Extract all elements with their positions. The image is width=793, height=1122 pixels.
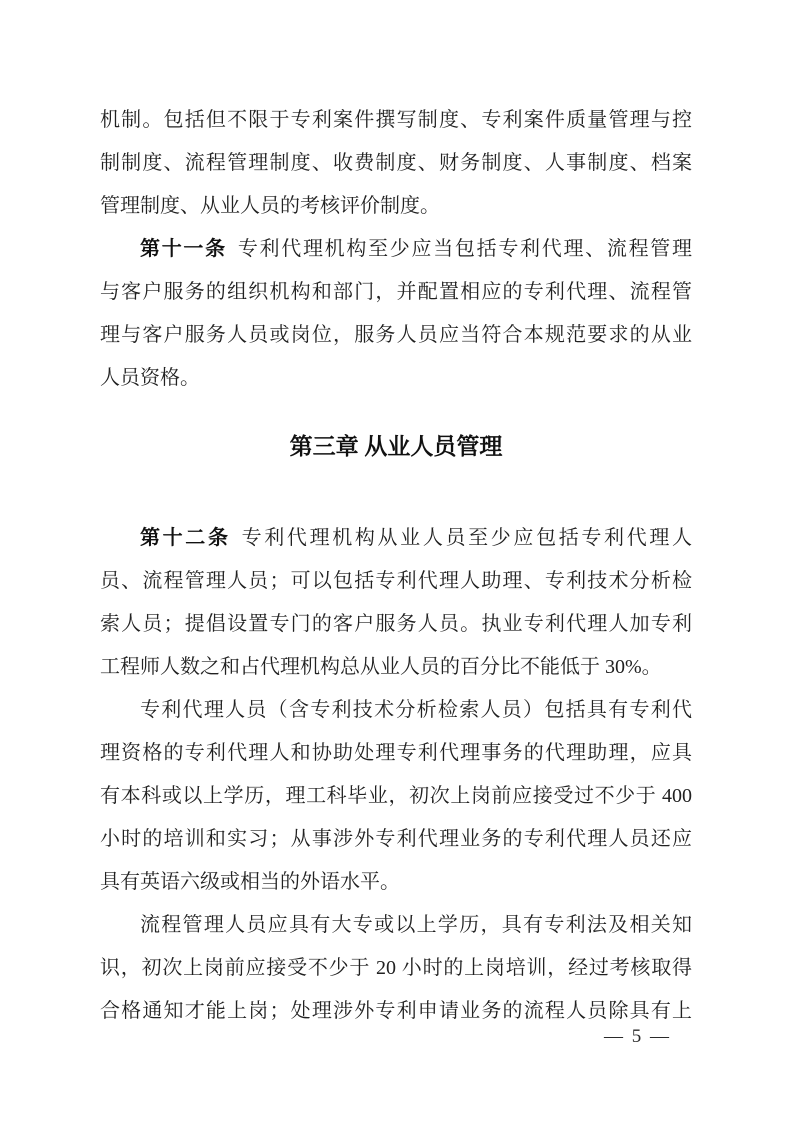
- text-line: 专利代理人员（含专利技术分析检索人员）包括具有专利代: [140, 699, 692, 721]
- text-line: 流程管理人员应具有大专或以上学历，具有专利法及相关知: [140, 914, 692, 936]
- chapter-heading: 第三章 从业人员管理: [289, 434, 503, 459]
- text-line: 制制度、流程管理制度、收费制度、财务制度、人事制度、档案: [100, 152, 692, 174]
- article-12-text: 专利代理机构从业人员至少应包括专利代理人: [241, 527, 693, 549]
- text-line: 有本科或以上学历，理工科毕业，初次上岗前应接受过不少于 400: [100, 785, 692, 807]
- text-line: 识，初次上岗前应接受不少于 20 小时的上岗培训，经过考核取得: [100, 957, 692, 979]
- article-12-label: 第十二条: [140, 527, 231, 549]
- page-number: — 5 —: [604, 1026, 671, 1047]
- text-line: 工程师人数之和占代理机构总从业人员的百分比不能低于 30%。: [100, 656, 662, 678]
- text-line: 人员资格。: [100, 367, 200, 389]
- article-11-label: 第十一条: [140, 238, 227, 260]
- text-line: 索人员；提倡设置专门的客户服务人员。执业专利代理人加专利: [100, 613, 692, 635]
- text-line: 管理制度、从业人员的考核评价制度。: [100, 195, 440, 217]
- text-line: 理与客户服务人员或岗位，服务人员应当符合本规范要求的从业: [100, 324, 692, 346]
- text-line: 与客户服务的组织机构和部门，并配置相应的专利代理、流程管: [100, 281, 692, 303]
- article-12-first-line: [100, 517, 692, 560]
- article-11-text: 专利代理机构至少应当包括专利代理、流程管理: [237, 238, 693, 260]
- text-line: 员、流程管理人员；可以包括专利代理人助理、专利技术分析检: [100, 570, 692, 592]
- text-line: 理资格的专利代理人和协助处理专利代理事务的代理助理，应具: [100, 742, 692, 764]
- article-11-first-line: [100, 228, 692, 271]
- text-line: 具有英语六级或相当的外语水平。: [100, 871, 400, 893]
- document-body: [100, 99, 692, 1033]
- text-line: 合格通知才能上岗；处理涉外专利申请业务的流程人员除具有上: [100, 1000, 692, 1022]
- text-line: 机制。包括但不限于专利案件撰写制度、专利案件质量管理与控: [100, 109, 692, 131]
- text-line: 小时的培训和实习；从事涉外专利代理业务的专利代理人员还应: [100, 828, 692, 850]
